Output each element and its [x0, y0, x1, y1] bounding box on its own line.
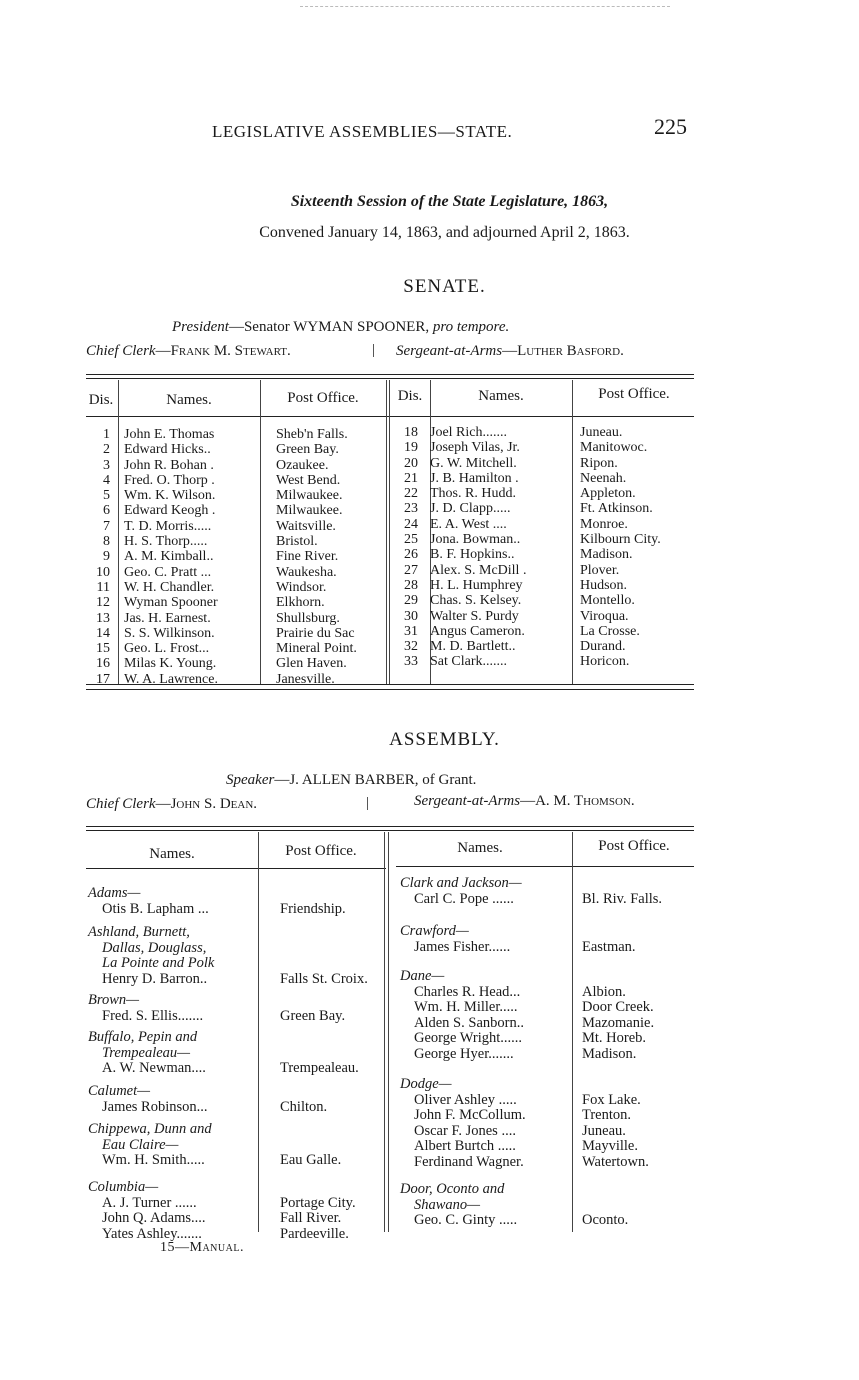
col-header-names: Names.: [166, 392, 212, 408]
senator-name: H. S. Thorp.....: [124, 534, 208, 550]
county-name: La Pointe and Polk: [102, 955, 215, 971]
post-office: Mt. Horeb.: [582, 1030, 647, 1046]
senate-table-top-rule-2: [86, 378, 694, 379]
senate-table-row: [86, 641, 400, 656]
county-name: Dodge—: [400, 1076, 452, 1092]
county-name: Crawford—: [400, 923, 469, 939]
post-office: Plover.: [580, 562, 620, 578]
district-number: 32: [404, 639, 418, 655]
senate-table-row: [388, 654, 700, 669]
senate-heading: SENATE.: [403, 276, 486, 297]
district-number: 20: [404, 455, 418, 471]
senator-name: Sat Clark.......: [430, 654, 507, 670]
senate-table-row: [86, 595, 400, 610]
president-suffix: pro tempore.: [432, 319, 510, 335]
senate-table-row: [86, 534, 400, 549]
post-office: Oconto.: [582, 1212, 629, 1228]
post-office: Portage City.: [280, 1194, 356, 1211]
member-row: [88, 1100, 327, 1116]
clerk-role: Chief Clerk: [86, 343, 156, 359]
senator-name: Milas K. Young.: [124, 656, 217, 672]
president-name: —Senator WYMAN SPOONER,: [228, 319, 433, 335]
senate-table-row: [388, 471, 700, 486]
post-office: Waitsville.: [276, 518, 336, 534]
president-role: President: [172, 319, 229, 335]
post-office: Fox Lake.: [582, 1091, 641, 1108]
sergeant-role: Sergeant-at-Arms: [414, 793, 521, 809]
senate-table-row: [388, 456, 700, 471]
district-number: 30: [404, 608, 418, 624]
district-number: 14: [96, 625, 110, 641]
senate-table-row: [388, 563, 700, 578]
district-number: 13: [96, 610, 110, 626]
county-name: Columbia—: [88, 1179, 159, 1195]
member-name: Oliver Ashley .....: [414, 1092, 517, 1108]
speaker-name: —J. ALLEN BARBER, of Grant.: [274, 772, 477, 788]
senate-table-row: [86, 458, 400, 473]
senate-table-top-rule: [86, 374, 694, 375]
county-name: Shawano—: [414, 1196, 481, 1213]
senate-table-bottom-rule-2: [86, 689, 694, 690]
district-number: 28: [404, 577, 418, 593]
post-office: Bl. Riv. Falls.: [582, 890, 663, 907]
county-group: [88, 993, 345, 1024]
district-number: 29: [404, 593, 418, 609]
running-head: LEGISLATIVE ASSEMBLIES—STATE.: [212, 122, 513, 141]
assembly-heading: ASSEMBLY.: [389, 729, 500, 750]
member-name: George Wright......: [414, 1031, 523, 1046]
member-row: [400, 1139, 649, 1155]
post-office: Neenah.: [580, 470, 627, 486]
sergeant-name: —Luther Basford.: [502, 343, 624, 359]
member-row: [88, 1153, 341, 1169]
post-office: Prairie du Sac: [276, 625, 355, 641]
county-name: Buffalo, Pepin and: [88, 1029, 198, 1045]
senate-table-row: [388, 517, 700, 532]
member-row: [400, 1213, 628, 1229]
senator-name: S. S. Wilkinson.: [124, 625, 215, 641]
senator-name: Edward Keogh .: [124, 503, 216, 519]
senator-name: Fred. O. Thorp .: [124, 472, 215, 488]
district-number: 23: [404, 501, 418, 517]
senate-table-row: [388, 547, 700, 562]
officer-separator: |: [366, 795, 370, 811]
post-office: Windsor.: [276, 579, 327, 595]
post-office: Watertown.: [582, 1153, 649, 1170]
senator-name: E. A. West ....: [430, 516, 507, 532]
district-number: 27: [404, 562, 418, 578]
senate-header-rule: [86, 416, 694, 417]
senate-table-row: [388, 578, 700, 593]
member-row: [400, 1124, 649, 1140]
county-group: [88, 1122, 341, 1169]
district-number: 4: [103, 472, 110, 488]
session-title: Sixteenth Session of the State Legislature, 1863,: [290, 193, 609, 210]
senator-name: W. H. Chandler.: [124, 579, 215, 595]
post-office: Hudson.: [580, 577, 628, 593]
district-number: 19: [404, 440, 418, 456]
assembly-col-divider: [384, 832, 385, 1232]
senator-name: A. M. Kimball..: [124, 549, 214, 565]
senator-name: M. D. Bartlett..: [430, 639, 516, 655]
county-group: [88, 1180, 356, 1242]
member-row: [88, 972, 368, 988]
post-office: Trempealeau.: [280, 1060, 359, 1076]
assembly-col-divider: [388, 832, 389, 1232]
county-group: [400, 1182, 628, 1229]
county-name: Adams—: [88, 885, 141, 901]
post-office: Ozaukee.: [276, 457, 329, 473]
senate-table-row: [86, 473, 400, 488]
county-name: Ashland, Burnett,: [88, 924, 190, 940]
member-row: [400, 1000, 654, 1016]
district-number: 18: [404, 425, 418, 440]
clerk-role: Chief Clerk: [86, 796, 156, 812]
member-row: [400, 1108, 649, 1124]
district-number: 31: [404, 623, 418, 639]
member-row: [88, 1196, 356, 1212]
member-row: [88, 1211, 356, 1227]
assembly-header-rule-right: [396, 866, 694, 867]
member-name: Charles R. Head...: [414, 984, 521, 1000]
post-office: Albion.: [582, 983, 626, 1000]
senate-sergeant-line: [396, 343, 624, 360]
district-number: 15: [96, 641, 110, 657]
assembly-table-top-rule-2: [86, 830, 694, 831]
senator-name: Chas. S. Kelsey.: [430, 593, 522, 609]
district-number: 7: [103, 518, 110, 534]
col-header-names: Names.: [457, 840, 503, 856]
senator-name: Jona. Bowman..: [430, 532, 521, 548]
post-office: Kilbourn City.: [580, 532, 661, 548]
senator-name: Geo. C. Pratt ...: [124, 564, 212, 580]
member-row: [400, 1047, 654, 1063]
county-group: [400, 924, 636, 955]
district-number: 17: [96, 671, 110, 687]
member-name: Alden S. Sanborn..: [414, 1015, 524, 1031]
post-office: Waukesha.: [276, 564, 337, 580]
senator-name: J. B. Hamilton .: [430, 470, 519, 486]
district-number: 5: [103, 488, 110, 504]
senator-name: B. F. Hopkins..: [430, 547, 515, 563]
member-name: Wm. H. Smith.....: [102, 1153, 205, 1168]
senator-name: G. W. Mitchell.: [430, 455, 517, 471]
county-name: Brown—: [88, 992, 140, 1008]
member-name: James Fisher......: [414, 939, 511, 955]
top-edge-rule: [300, 6, 670, 7]
county-name: Calumet—: [88, 1083, 151, 1099]
sergeant-name: —A. M. Thomson.: [520, 793, 635, 809]
post-office: Mazomanie.: [582, 1014, 655, 1031]
post-office: Bristol.: [276, 534, 318, 550]
clerk-name: —John S. Dean.: [155, 796, 258, 812]
senator-name: Wm. K. Wilson.: [124, 488, 216, 504]
senate-table-row: [86, 656, 400, 671]
post-office: Durand.: [580, 639, 626, 655]
post-office: Sheb'n Falls.: [276, 427, 348, 442]
district-number: 6: [103, 503, 110, 519]
senate-president-line: [172, 319, 509, 336]
post-office: Appleton.: [580, 486, 636, 502]
senate-table-row: [86, 672, 400, 687]
post-office: Shullsburg.: [276, 610, 340, 626]
member-name: Oscar F. Jones ....: [414, 1123, 516, 1139]
member-name: Carl C. Pope ......: [414, 891, 514, 907]
senator-name: Geo. L. Frost...: [124, 641, 210, 657]
member-row: [400, 985, 654, 1001]
member-name: A. W. Newman....: [102, 1061, 206, 1076]
senator-name: John R. Bohan .: [124, 457, 214, 473]
county-group: [400, 969, 654, 1062]
senate-table-row: [388, 486, 700, 501]
member-name: Otis B. Lapham ...: [102, 901, 209, 917]
member-row: [400, 1031, 654, 1047]
member-row: [400, 892, 662, 908]
post-office: Eastman.: [582, 938, 636, 955]
county-name: Trempealeau—: [102, 1044, 191, 1061]
member-name: John F. McCollum.: [414, 1108, 526, 1123]
senate-table-row: [86, 442, 400, 457]
post-office: Pardeeville.: [280, 1225, 349, 1242]
senate-table-row: [388, 532, 700, 547]
county-name: Dallas, Douglass,: [102, 939, 207, 956]
member-row: [88, 902, 346, 918]
post-office: Green Bay.: [280, 1007, 346, 1024]
county-group: [88, 1030, 359, 1077]
district-number: 24: [404, 516, 418, 532]
senator-name: Edward Hicks..: [124, 442, 211, 458]
district-number: 12: [96, 595, 110, 611]
county-name: Eau Claire—: [102, 1136, 179, 1153]
district-number: 9: [103, 549, 110, 565]
senator-name: T. D. Morris.....: [124, 518, 212, 534]
page-number: 225: [654, 114, 687, 139]
senate-table-row: [86, 580, 400, 595]
senator-name: Thos. R. Hudd.: [430, 486, 516, 502]
senate-table-row: [388, 440, 700, 455]
senate-table-row: [86, 549, 400, 564]
assembly-header-rule-left: [86, 868, 386, 869]
senator-name: Wyman Spooner: [124, 595, 218, 611]
senate-table-row: [388, 501, 700, 516]
district-number: 2: [103, 442, 110, 458]
senate-table-row: [86, 503, 400, 518]
post-office: Milwaukee.: [276, 503, 343, 519]
post-office: Fall River.: [280, 1210, 342, 1226]
post-office: Glen Haven.: [276, 656, 347, 672]
senate-table-row: [86, 626, 400, 641]
senator-name: Walter S. Purdy: [430, 608, 519, 624]
senate-table-row: [388, 593, 700, 608]
post-office: Montello.: [580, 593, 635, 609]
senate-table-right: [388, 425, 700, 670]
senate-table-row: [86, 611, 400, 626]
post-office: Chilton.: [280, 1098, 328, 1115]
senate-table-row: [388, 624, 700, 639]
senate-table-row: [86, 488, 400, 503]
district-number: 16: [96, 656, 110, 672]
member-row: [88, 1009, 345, 1025]
member-row: [88, 1061, 359, 1077]
assembly-table-top-rule: [86, 826, 694, 827]
district-number: 10: [96, 564, 110, 580]
post-office: Fine River.: [276, 549, 339, 565]
member-name: Geo. C. Ginty .....: [414, 1213, 518, 1228]
senator-name: J. D. Clapp.....: [430, 501, 511, 517]
district-number: 8: [103, 534, 110, 550]
member-name: Yates Ashley.......: [102, 1226, 202, 1242]
member-name: Henry D. Barron..: [102, 971, 208, 987]
county-group: [88, 886, 346, 917]
col-header-post-office: Post Office.: [598, 838, 670, 854]
senator-name: H. L. Humphrey: [430, 577, 523, 593]
county-name: Door, Oconto and: [400, 1181, 505, 1197]
sergeant-role: Sergeant-at-Arms: [396, 343, 503, 359]
post-office: Juneau.: [582, 1122, 626, 1139]
district-number: 21: [404, 470, 418, 486]
senator-name: Joel Rich.......: [430, 425, 507, 440]
post-office: Janesville.: [276, 671, 335, 687]
post-office: Elkhorn.: [276, 595, 325, 611]
col-header-dis: Dis.: [397, 388, 423, 404]
district-number: 22: [404, 486, 418, 502]
district-number: 11: [96, 579, 110, 595]
session-dates: Convened January 14, 1863, and adjourned April 2, 1863.: [259, 224, 630, 241]
district-number: 25: [404, 532, 418, 548]
post-office: Friendship.: [280, 900, 346, 917]
post-office: Madison.: [580, 547, 633, 563]
post-office: Mayville.: [582, 1138, 638, 1154]
county-name: Chippewa, Dunn and: [88, 1121, 212, 1137]
post-office: Trenton.: [582, 1107, 632, 1123]
district-number: 1: [103, 427, 110, 442]
member-name: James Robinson...: [102, 1099, 208, 1115]
senate-table-row: [86, 427, 400, 442]
senate-table-row: [86, 519, 400, 534]
post-office: Milwaukee.: [276, 488, 343, 504]
county-group: [88, 925, 368, 987]
post-office: Monroe.: [580, 516, 628, 532]
senator-name: Jas. H. Earnest.: [124, 610, 211, 626]
post-office: La Crosse.: [580, 623, 640, 639]
post-office: Ft. Atkinson.: [580, 501, 653, 517]
post-office: Falls St. Croix.: [280, 970, 368, 987]
post-office: Madison.: [582, 1045, 637, 1062]
col-header-post-office: Post Office.: [285, 843, 357, 859]
member-row: [400, 1155, 649, 1171]
post-office: Eau Galle.: [280, 1152, 342, 1168]
senate-table-row: [388, 639, 700, 654]
district-number: 3: [103, 457, 110, 473]
col-header-dis: Dis.: [88, 392, 114, 408]
col-header-names: Names.: [478, 388, 524, 404]
post-office: Juneau.: [580, 425, 623, 440]
col-header-post-office: Post Office.: [598, 386, 670, 402]
member-name: George Hyer.......: [414, 1046, 514, 1062]
post-office: Horicon.: [580, 654, 630, 670]
senate-table-left: [86, 427, 400, 687]
speaker-role: Speaker: [226, 772, 275, 788]
post-office: Manitowoc.: [580, 440, 648, 456]
member-row: [400, 1093, 649, 1109]
post-office: Mineral Point.: [276, 641, 357, 657]
senate-table-row: [388, 609, 700, 624]
member-name: Ferdinand Wagner.: [414, 1154, 524, 1170]
post-office: Ripon.: [580, 455, 618, 471]
assembly-speaker-line: [226, 772, 476, 789]
senate-table-row: [388, 425, 700, 440]
col-header-post-office: Post Office.: [287, 390, 359, 406]
senator-name: Joseph Vilas, Jr.: [430, 440, 520, 456]
member-name: Albert Burtch .....: [414, 1139, 516, 1154]
county-group: [88, 1084, 327, 1115]
assembly-sergeant-line: [414, 793, 635, 810]
member-row: [400, 1016, 654, 1032]
footer-signature: 15—Manual.: [160, 1240, 244, 1255]
member-name: John Q. Adams....: [102, 1211, 206, 1226]
post-office: Viroqua.: [580, 608, 629, 624]
senator-name: Alex. S. McDill .: [430, 562, 527, 578]
post-office: West Bend.: [276, 472, 341, 488]
officer-separator: |: [372, 342, 376, 358]
county-group: [400, 1077, 649, 1170]
member-row: [400, 940, 636, 956]
county-group: [400, 876, 662, 907]
post-office: Door Creek.: [582, 999, 654, 1015]
col-header-names: Names.: [149, 846, 195, 862]
post-office: Green Bay.: [276, 442, 339, 458]
senator-name: Angus Cameron.: [430, 623, 525, 639]
clerk-name: —Frank M. Stewart.: [155, 343, 291, 359]
member-name: Wm. H. Miller.....: [414, 1000, 518, 1015]
member-name: Fred. S. Ellis.......: [102, 1008, 204, 1024]
member-name: A. J. Turner ......: [102, 1195, 197, 1211]
county-name: Clark and Jackson—: [400, 875, 522, 891]
county-name: Dane—: [400, 968, 445, 984]
senate-clerk-line: [86, 343, 291, 360]
senator-name: John E. Thomas: [124, 427, 215, 442]
assembly-clerk-line: [86, 796, 257, 813]
district-number: 26: [404, 547, 418, 563]
district-number: 33: [404, 654, 418, 670]
senator-name: W. A. Lawrence.: [124, 671, 218, 687]
senate-table-row: [86, 565, 400, 580]
